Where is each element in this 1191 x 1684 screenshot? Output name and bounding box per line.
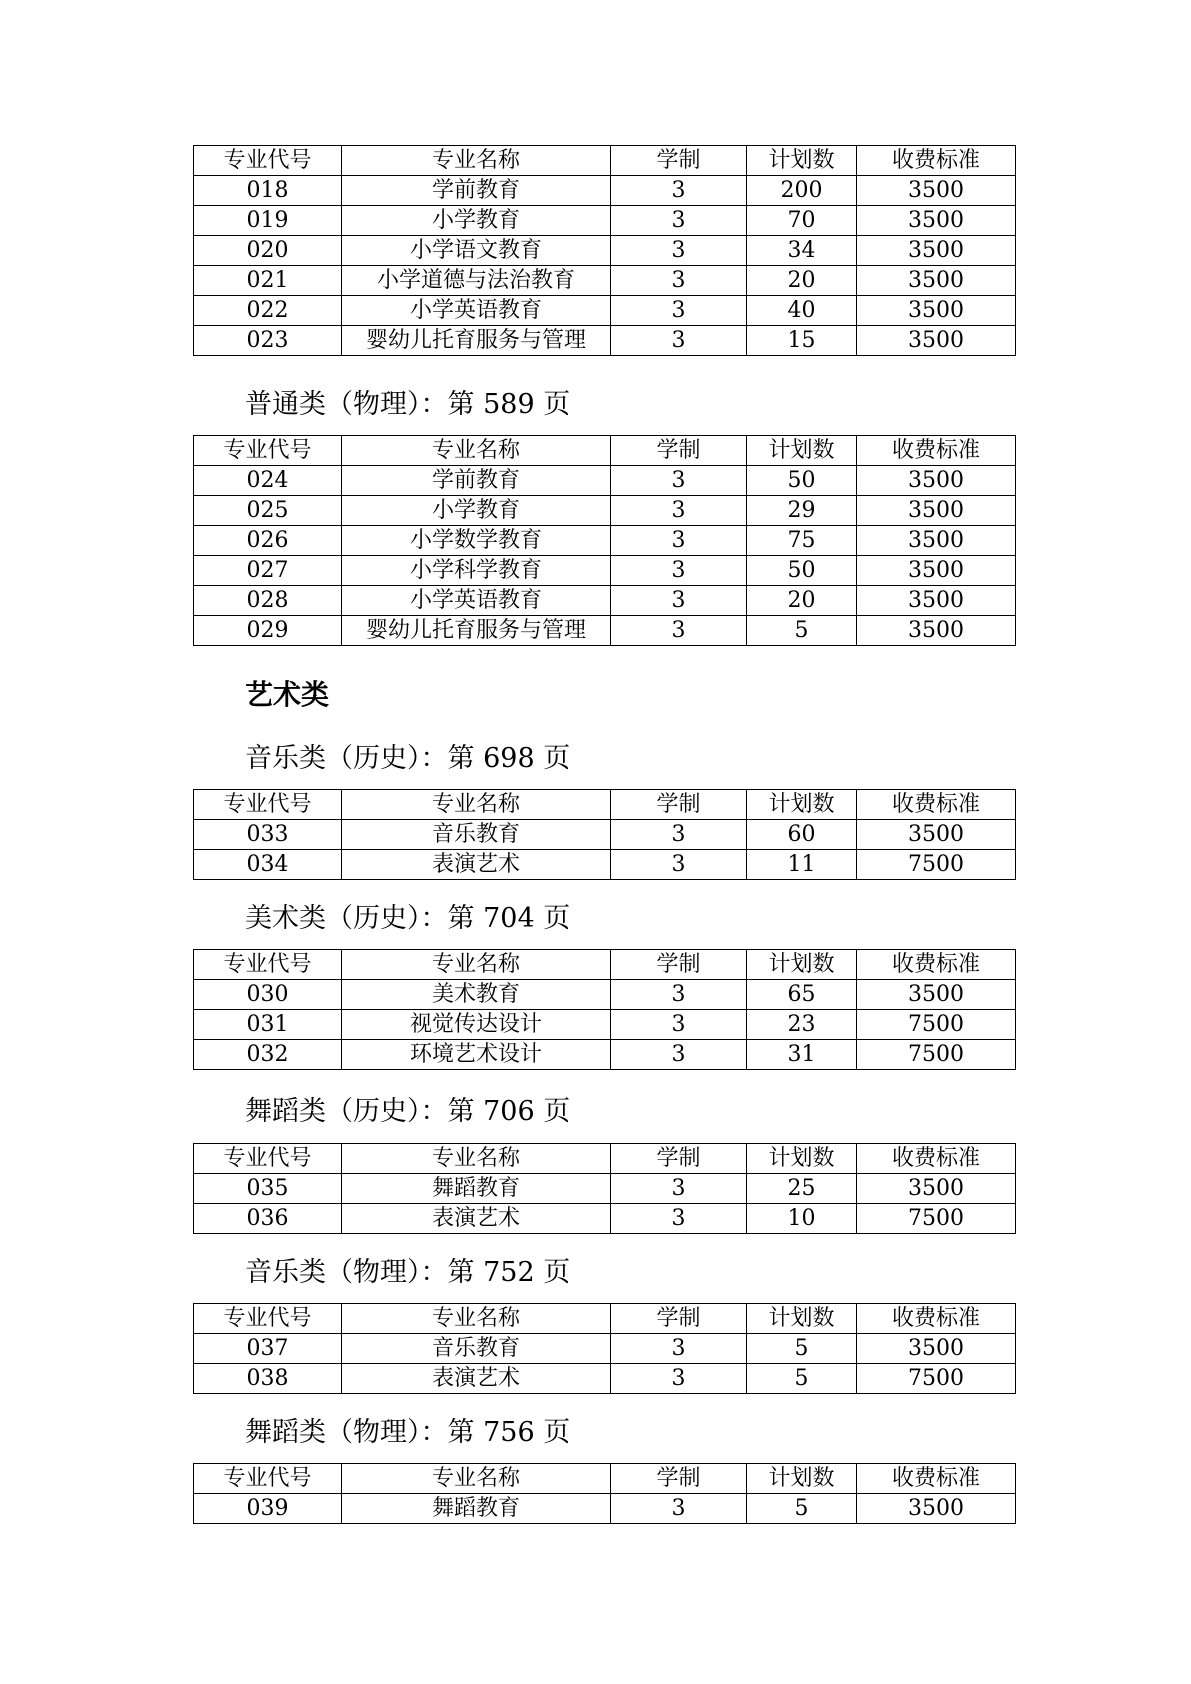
cell-fee: 3500 [857,1174,1016,1204]
table-header-row [194,1304,1016,1334]
table-row [194,1334,1016,1364]
header-years: 学制 [611,146,747,176]
cell-years: 3 [611,1494,747,1524]
cell-fee: 3500 [857,616,1016,646]
header-name: 专业名称 [342,950,611,980]
cell-name: 小学语文教育 [342,236,611,266]
cell-fee: 7500 [857,1010,1016,1040]
cell-fee: 7500 [857,1040,1016,1070]
header-code: 专业代号 [194,1144,342,1174]
section-heading: 音乐类（历史）：第 698 页 [245,743,571,774]
table-row [194,466,1016,496]
table-row [194,1494,1016,1524]
cell-name: 学前教育 [342,176,611,206]
table-header-row [194,790,1016,820]
header-plan: 计划数 [747,146,857,176]
table-section-5 [193,1303,1016,1394]
cell-years: 3 [611,1204,747,1234]
header-years: 学制 [611,1304,747,1334]
table-row [194,296,1016,326]
cell-name: 表演艺术 [342,1204,611,1234]
table-row [194,526,1016,556]
cell-plan: 75 [747,526,857,556]
cell-plan: 20 [747,266,857,296]
section-heading: 舞蹈类（物理）：第 756 页 [245,1417,571,1448]
cell-code: 034 [194,850,342,880]
header-fee: 收费标准 [857,950,1016,980]
table-row [194,850,1016,880]
table-section-1 [193,435,1016,646]
cell-fee: 3500 [857,980,1016,1010]
header-years: 学制 [611,1144,747,1174]
cell-fee: 7500 [857,850,1016,880]
cell-code: 023 [194,326,342,356]
cell-years: 3 [611,236,747,266]
cell-years: 3 [611,820,747,850]
cell-name: 音乐教育 [342,820,611,850]
header-years: 学制 [611,790,747,820]
cell-plan: 5 [747,1494,857,1524]
cell-fee: 3500 [857,1334,1016,1364]
cell-name: 小学教育 [342,206,611,236]
header-plan: 计划数 [747,436,857,466]
cell-plan: 34 [747,236,857,266]
cell-years: 3 [611,1174,747,1204]
table-row [194,556,1016,586]
cell-fee: 3500 [857,526,1016,556]
header-fee: 收费标准 [857,790,1016,820]
header-name: 专业名称 [342,146,611,176]
cell-code: 027 [194,556,342,586]
table-header-row [194,146,1016,176]
cell-code: 032 [194,1040,342,1070]
header-code: 专业代号 [194,790,342,820]
header-name: 专业名称 [342,1304,611,1334]
header-code: 专业代号 [194,950,342,980]
table-row [194,1010,1016,1040]
table-row [194,236,1016,266]
cell-code: 028 [194,586,342,616]
header-plan: 计划数 [747,950,857,980]
cell-name: 表演艺术 [342,850,611,880]
cell-years: 3 [611,496,747,526]
cell-code: 022 [194,296,342,326]
cell-code: 038 [194,1364,342,1394]
cell-name: 小学英语教育 [342,586,611,616]
table-row [194,820,1016,850]
cell-plan: 20 [747,586,857,616]
cell-years: 3 [611,466,747,496]
cell-plan: 10 [747,1204,857,1234]
cell-plan: 29 [747,496,857,526]
cell-years: 3 [611,296,747,326]
cell-fee: 3500 [857,556,1016,586]
table-row [194,980,1016,1010]
header-fee: 收费标准 [857,1464,1016,1494]
table-section-4 [193,1143,1016,1234]
header-code: 专业代号 [194,146,342,176]
cell-name: 小学道德与法治教育 [342,266,611,296]
cell-plan: 25 [747,1174,857,1204]
cell-fee: 7500 [857,1364,1016,1394]
table-row [194,206,1016,236]
cell-name: 小学数学教育 [342,526,611,556]
cell-name: 学前教育 [342,466,611,496]
header-name: 专业名称 [342,436,611,466]
cell-years: 3 [611,1334,747,1364]
cell-plan: 5 [747,1364,857,1394]
header-name: 专业名称 [342,1144,611,1174]
cell-fee: 3500 [857,176,1016,206]
header-fee: 收费标准 [857,1304,1016,1334]
cell-code: 035 [194,1174,342,1204]
table-row [194,326,1016,356]
section-heading: 音乐类（物理）：第 752 页 [245,1257,571,1288]
cell-years: 3 [611,266,747,296]
cell-plan: 23 [747,1010,857,1040]
cell-code: 018 [194,176,342,206]
header-fee: 收费标准 [857,1144,1016,1174]
header-plan: 计划数 [747,1464,857,1494]
cell-years: 3 [611,980,747,1010]
cell-plan: 70 [747,206,857,236]
table-row [194,176,1016,206]
header-name: 专业名称 [342,1464,611,1494]
table-row [194,1174,1016,1204]
header-name: 专业名称 [342,790,611,820]
cell-years: 3 [611,850,747,880]
cell-name: 小学科学教育 [342,556,611,586]
cell-years: 3 [611,526,747,556]
cell-code: 020 [194,236,342,266]
cell-plan: 50 [747,556,857,586]
cell-code: 031 [194,1010,342,1040]
cell-years: 3 [611,1040,747,1070]
cell-plan: 65 [747,980,857,1010]
table-section-2 [193,789,1016,880]
header-fee: 收费标准 [857,436,1016,466]
cell-name: 视觉传达设计 [342,1010,611,1040]
cell-code: 029 [194,616,342,646]
cell-code: 036 [194,1204,342,1234]
cell-name: 舞蹈教育 [342,1174,611,1204]
cell-name: 舞蹈教育 [342,1494,611,1524]
table-row [194,616,1016,646]
cell-name: 小学英语教育 [342,296,611,326]
cell-plan: 40 [747,296,857,326]
section-heading: 舞蹈类（历史）：第 706 页 [245,1096,571,1127]
header-plan: 计划数 [747,790,857,820]
cell-fee: 3500 [857,266,1016,296]
table-header-row [194,1464,1016,1494]
header-fee: 收费标准 [857,146,1016,176]
cell-code: 039 [194,1494,342,1524]
cell-years: 3 [611,556,747,586]
table-section-0 [193,145,1016,356]
cell-plan: 15 [747,326,857,356]
cell-code: 033 [194,820,342,850]
cell-code: 024 [194,466,342,496]
cell-name: 美术教育 [342,980,611,1010]
cell-fee: 3500 [857,236,1016,266]
cell-fee: 3500 [857,466,1016,496]
cell-years: 3 [611,176,747,206]
cell-plan: 31 [747,1040,857,1070]
header-years: 学制 [611,1464,747,1494]
cell-name: 表演艺术 [342,1364,611,1394]
table-header-row [194,950,1016,980]
table-section-6 [193,1463,1016,1524]
table-row [194,266,1016,296]
cell-fee: 3500 [857,496,1016,526]
cell-years: 3 [611,586,747,616]
cell-years: 3 [611,616,747,646]
cell-fee: 3500 [857,206,1016,236]
cell-fee: 7500 [857,1204,1016,1234]
table-section-3 [193,949,1016,1070]
cell-plan: 50 [747,466,857,496]
cell-name: 婴幼儿托育服务与管理 [342,616,611,646]
cell-code: 025 [194,496,342,526]
table-row [194,1204,1016,1234]
header-plan: 计划数 [747,1304,857,1334]
cell-name: 音乐教育 [342,1334,611,1364]
table-row [194,1364,1016,1394]
cell-code: 026 [194,526,342,556]
cell-code: 037 [194,1334,342,1364]
cell-years: 3 [611,326,747,356]
cell-plan: 5 [747,1334,857,1364]
cell-name: 小学教育 [342,496,611,526]
cell-years: 3 [611,1364,747,1394]
section-heading: 普通类（物理）：第 589 页 [245,389,571,420]
cell-years: 3 [611,1010,747,1040]
cell-fee: 3500 [857,586,1016,616]
section-heading: 美术类（历史）：第 704 页 [245,903,571,934]
header-years: 学制 [611,436,747,466]
cell-fee: 3500 [857,1494,1016,1524]
header-plan: 计划数 [747,1144,857,1174]
table-row [194,586,1016,616]
table-header-row [194,436,1016,466]
header-years: 学制 [611,950,747,980]
cell-fee: 3500 [857,820,1016,850]
cell-fee: 3500 [857,296,1016,326]
table-row [194,496,1016,526]
cell-code: 019 [194,206,342,236]
cell-plan: 200 [747,176,857,206]
cell-code: 021 [194,266,342,296]
header-code: 专业代号 [194,436,342,466]
cell-name: 环境艺术设计 [342,1040,611,1070]
cell-name: 婴幼儿托育服务与管理 [342,326,611,356]
cell-code: 030 [194,980,342,1010]
cell-plan: 60 [747,820,857,850]
cell-fee: 3500 [857,326,1016,356]
cell-plan: 11 [747,850,857,880]
cell-years: 3 [611,206,747,236]
header-code: 专业代号 [194,1464,342,1494]
table-row [194,1040,1016,1070]
cell-plan: 5 [747,616,857,646]
header-code: 专业代号 [194,1304,342,1334]
table-header-row [194,1144,1016,1174]
art-section-title: 艺术类 [245,678,330,711]
